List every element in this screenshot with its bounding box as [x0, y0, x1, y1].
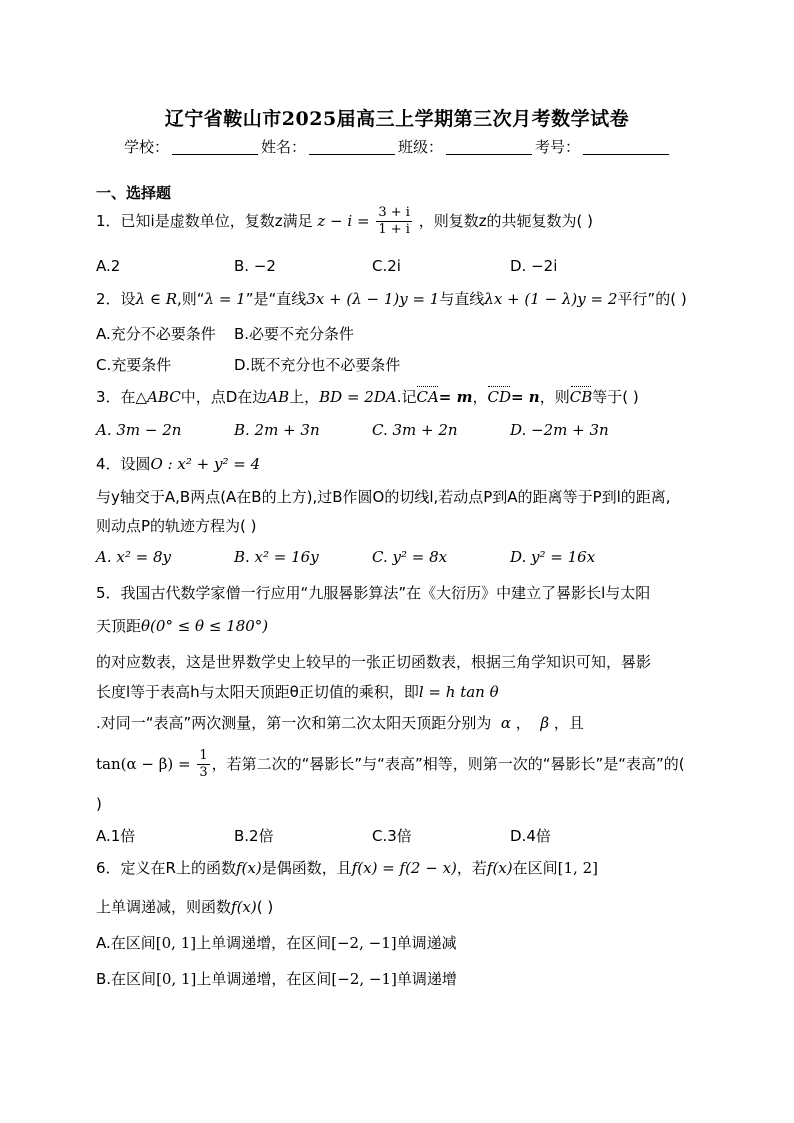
q1-option-c: C.2i — [372, 257, 401, 275]
q3-math-2: AB — [267, 388, 290, 406]
question-1 — [96, 205, 593, 238]
q2-math-2: λ = 1 — [204, 290, 246, 308]
q3-option-d: D. −2m + 3n — [510, 421, 609, 439]
q1-equation: z − i = — [317, 212, 370, 230]
q5-line-2 — [96, 615, 268, 636]
q5-math-tan: tan(α − β) = — [96, 755, 191, 773]
q5-line-5 — [96, 712, 584, 733]
q6-opt-b-interval-2: [−2, −1] — [331, 970, 397, 988]
q6-opt-a-interval-2: [−2, −1] — [331, 934, 397, 952]
q5-fraction — [197, 748, 209, 781]
q6-opt-a-interval-1: [0, 1] — [155, 934, 197, 952]
q6-opt-a-text-3: 单调递减 — [396, 934, 457, 952]
q4-option-d: D. y² = 16x — [510, 548, 596, 566]
page-title: 辽宁省鞍山市2025届高三上学期第三次月考数学试卷 — [164, 108, 630, 130]
q6-interval-1: [1, 2] — [557, 859, 598, 877]
q3-vector-cb: CB — [569, 388, 593, 406]
number-label: 考号： — [535, 138, 581, 156]
q6-opt-b-text-2: 上单调递增，在区间 — [196, 970, 332, 988]
q4-line-2: 与y轴交于A,B两点(A在B的上方),过B作圆O的切线l,若动点P到A的距离等于P到l的距离, — [96, 488, 671, 506]
q3-text-4: .记 — [396, 388, 417, 406]
q4-option-a: A. x² = 8y — [96, 548, 171, 566]
q3-vector-cd: CD — [487, 388, 511, 406]
q5-line-1: 5．我国古代数学家僧一行应用“九服晷影算法”在《大衍历》中建立了晷影长l与太阳 — [96, 584, 651, 602]
q2-text-4: 与直线 — [439, 290, 485, 308]
q3-option-c: C. 3m + 2n — [372, 421, 458, 439]
q2-math-3: 3x + (λ − 1)y = 1 — [306, 290, 440, 308]
q3-text-6: 等于( ) — [592, 388, 639, 406]
q3-math-1: △ABC — [135, 388, 181, 406]
q2-option-b: B.必要不充分条件 — [234, 325, 355, 343]
q5-option-a: A.1倍 — [96, 827, 136, 845]
q5-text-6b: ，若第二次的“晷影长”与“表高”相等，则第一次的“晷影长”是“表高”的( — [211, 755, 685, 773]
q1-frac-den: 1 + i — [378, 222, 410, 237]
q1-option-a: A.2 — [96, 257, 121, 275]
q5-text-4a: 长度l等于表高h与太阳天顶距θ正切值的乘积，即 — [96, 683, 419, 701]
q4-math-1: O : x² + y² = 4 — [150, 455, 261, 473]
q2-option-d: D.既不充分也不必要条件 — [234, 356, 401, 374]
question-2 — [96, 288, 687, 309]
question-3: 3．在△ABC中，点D在边AB上，BD = 2DA.记CA= m，CD= n，则CB等于( ) — [96, 388, 639, 406]
q5-math-beta: β — [540, 714, 550, 732]
q1-tail: ，则复数z的共轭复数为( ) — [418, 212, 594, 230]
q2-math-4: λx + (1 − λ)y = 2 — [484, 290, 618, 308]
q5-option-d: D.4倍 — [510, 827, 551, 845]
q1-frac-num: 3 + i — [378, 205, 410, 220]
q6-text-2b: ( ) — [256, 898, 274, 916]
q2-text-1: 2．设 — [96, 290, 136, 308]
q3-text-5: ，则 — [539, 388, 570, 406]
school-blank — [172, 138, 258, 155]
q5-line-3: 的对应数表，这是世界数学史上较早的一张正切函数表，根据三角学知识可知，晷影 — [96, 653, 652, 671]
school-label: 学校： — [124, 138, 170, 156]
q4-text-1: 4．设圆 — [96, 455, 151, 473]
q4-line-3: 则动点P的轨迹方程为( ) — [96, 517, 257, 535]
student-info-line — [124, 136, 672, 157]
q6-option-b — [96, 968, 457, 989]
q6-math-f2: f(x) = f(2 − x) — [351, 859, 457, 877]
q5-text-5e: ，且 — [553, 714, 584, 732]
q5-frac-den: 3 — [199, 765, 208, 780]
q5-frac-num: 1 — [199, 748, 208, 763]
q6-math-f4: f(x) — [231, 898, 257, 916]
q3-option-b: B. 2m + 3n — [234, 421, 320, 439]
q2-option-a: A.充分不必要条件 — [96, 325, 216, 343]
q3-text-2: 中，点D在边 — [180, 388, 268, 406]
question-4 — [96, 453, 260, 474]
q6-text-1b: 是偶函数，且 — [261, 859, 352, 877]
q6-opt-b-text-3: 单调递增 — [396, 970, 457, 988]
q6-option-a — [96, 932, 457, 953]
q1-option-d: D. −2i — [510, 257, 558, 275]
q5-option-b: B.2倍 — [234, 827, 274, 845]
q5-text-2a: 天顶距 — [96, 617, 142, 635]
q2-text-3: ”是“直线 — [245, 290, 307, 308]
q2-text-2: ,则“ — [177, 290, 205, 308]
q1-option-b: B. −2 — [234, 257, 276, 275]
q5-line-6 — [96, 748, 685, 781]
q6-opt-a-text-1: A.在区间 — [96, 934, 156, 952]
q1-fraction — [376, 205, 412, 238]
q3-math-3: BD = 2DA — [319, 388, 397, 406]
q5-math-4b: l = h tan θ — [418, 683, 499, 701]
q6-opt-b-interval-1: [0, 1] — [156, 970, 197, 988]
q5-math-2b: θ(0° ≤ θ ≤ 180°) — [141, 617, 269, 635]
q3-math-n: = n — [511, 388, 540, 406]
section-heading: 一、选择题 — [96, 184, 172, 202]
q5-text-5a: .对同一“表高”两次测量，第一次和第二次太阳天顶距分别为 — [96, 714, 492, 732]
q3-vector-ca: CA — [416, 388, 439, 406]
q5-line-4 — [96, 681, 499, 702]
q5-option-c: C.3倍 — [372, 827, 412, 845]
q3-option-a: A. 3m − 2n — [96, 421, 182, 439]
class-label: 班级： — [398, 138, 444, 156]
name-label: 姓名： — [261, 138, 307, 156]
q5-text-5c: ， — [515, 714, 531, 732]
q6-line-2 — [96, 896, 273, 917]
q6-math-f3: f(x) — [486, 859, 513, 877]
name-blank — [309, 138, 395, 155]
q4-option-b: B. x² = 16y — [234, 548, 319, 566]
q3-math-m: = m — [438, 388, 473, 406]
q2-text-5: 平行”的( ) — [617, 290, 687, 308]
class-blank — [446, 138, 532, 155]
q2-math-1: λ ∈ R — [135, 290, 177, 308]
q6-line-1 — [96, 857, 598, 878]
q3-text-1: 3．在 — [96, 388, 136, 406]
q6-text-2a: 上单调递减，则函数 — [96, 898, 232, 916]
number-blank — [583, 138, 669, 155]
q4-option-c: C. y² = 8x — [372, 548, 448, 566]
q6-opt-b-text-1: B.在区间 — [96, 970, 157, 988]
q5-math-alpha: α — [500, 714, 512, 732]
q6-text-1a: 6．定义在R上的函数 — [96, 859, 236, 877]
q6-math-f1: f(x) — [235, 859, 262, 877]
q5-line-7: ) — [96, 795, 102, 813]
q3-text-3: 上， — [289, 388, 320, 406]
q1-text: 1．已知i是虚数单位，复数z满足 — [96, 212, 313, 230]
q2-option-c: C.充要条件 — [96, 356, 172, 374]
q6-opt-a-text-2: 上单调递增，在区间 — [196, 934, 332, 952]
q6-text-1d: 在区间 — [512, 859, 558, 877]
q6-text-1c: ，若 — [456, 859, 487, 877]
